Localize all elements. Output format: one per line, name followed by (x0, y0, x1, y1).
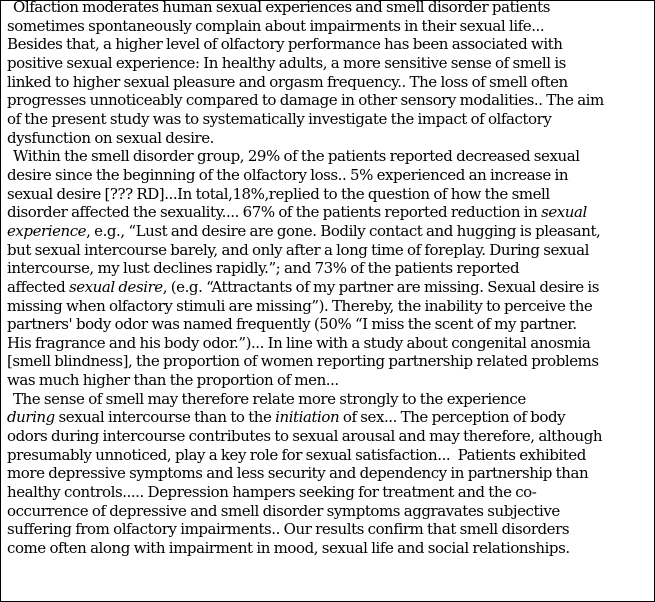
text-span: suffering from olfactory impairments.. Our results confirm that smell disorders (7, 520, 570, 539)
text-line (7, 502, 652, 521)
text-line (7, 222, 652, 241)
text-line (7, 110, 652, 129)
text-span: desire since the beginning of the olfactory loss.. 5% experienced an increase in (7, 165, 569, 184)
text-span: of the present study was to systematically investigate the impact of olfactory (7, 109, 552, 128)
text-span: progresses unnoticeably compared to damage in other sensory modalities.. The aim (7, 91, 604, 110)
text-line (7, 147, 652, 166)
text-line (7, 352, 652, 371)
text-span: presumably unnoticed, play a key role for sexual satisfaction... Patients exhibited (7, 445, 586, 464)
text-span: but sexual intercourse barely, and only after a long time of foreplay. During sexual (7, 240, 589, 259)
text-span: His fragrance and his body odor.”)... In line with a study about congenital anosmia (7, 333, 591, 352)
text-line (7, 334, 652, 353)
text-span: odors during intercourse contributes to sexual arousal and may therefore, although (7, 427, 603, 446)
text-span: disorder affected the sexuality.... 67% of the patients reported reduction in (7, 203, 542, 222)
text-span: sexual desire [??? RD]...In total,18%,replied to the question of how the smell (7, 184, 550, 203)
text-line (7, 371, 652, 390)
text-span: linked to higher sexual pleasure and orgasm frequency.. The loss of smell often (7, 72, 568, 91)
text-line (7, 539, 652, 558)
text-span: Olfaction moderates human sexual experiences and smell disorder patients (13, 0, 550, 16)
text-line (7, 427, 652, 446)
text-line (7, 520, 652, 539)
text-line (7, 73, 652, 92)
text-span: come often along with impairment in mood, sexual life and social relationships. (7, 539, 570, 558)
text-span: , e.g., “Lust and desire are gone. Bodily contact and hugging is pleasant, (86, 221, 601, 240)
text-span: sometimes spontaneously complain about impairments in their sexual life... (7, 16, 545, 35)
emphasis-span: experience (7, 221, 87, 240)
text-line (7, 0, 652, 17)
text-span: occurrence of depressive and smell disorder symptoms aggravates subjective (7, 501, 560, 520)
text-span: [smell blindness], the proportion of women reporting partnership related problems (7, 352, 599, 371)
text-span: missing when olfactory stimuli are missing”). Thereby, the inability to perceive the (7, 296, 593, 315)
text-line (7, 259, 652, 278)
text-line (7, 464, 652, 483)
text-span: more depressive symptoms and less security and dependency in partnership than (7, 464, 589, 483)
emphasis-span: during (7, 408, 55, 427)
text-line (7, 203, 652, 222)
text-span: intercourse, my lust declines rapidly.”; and 73% of the patients reported (7, 259, 520, 278)
text-span: Besides that, a higher level of olfactory performance has been associated with (7, 35, 563, 54)
text-line (7, 129, 652, 148)
text-span: sexual intercourse than to the (54, 408, 276, 427)
text-span: Within the smell disorder group, 29% of the patients reported decreased sexual (13, 147, 580, 166)
emphasis-span: sexual desire (68, 277, 163, 296)
text-line (7, 408, 652, 427)
text-span: partners' body odor was named frequently (50% “I miss the scent of my partner. (7, 315, 577, 334)
text-span: affected (7, 277, 69, 296)
text-span: positive sexual experience: In healthy adults, a more sensitive sense of smell is (7, 53, 566, 72)
text-line (7, 91, 652, 110)
text-line (7, 315, 652, 334)
text-line (7, 185, 652, 204)
emphasis-span: initiation (275, 408, 340, 427)
text-line (7, 278, 652, 297)
text-span: of sex... The perception of body (339, 408, 566, 427)
document-body (7, 0, 652, 558)
text-line (7, 241, 652, 260)
text-span: dysfunction on sexual desire. (7, 128, 214, 147)
text-line (7, 35, 652, 54)
text-line (7, 446, 652, 465)
text-line (7, 17, 652, 36)
text-line (7, 166, 652, 185)
text-span: was much higher than the proportion of men... (7, 371, 339, 390)
text-line (7, 54, 652, 73)
text-line (7, 390, 652, 409)
text-span: , (e.g. “Attractants of my partner are missing. Sexual desire is (162, 277, 599, 296)
text-span: The sense of smell may therefore relate more strongly to the experience (13, 389, 526, 408)
text-span: healthy controls..... Depression hampers seeking for treatment and the co- (7, 483, 537, 502)
text-line (7, 483, 652, 502)
text-line (7, 297, 652, 316)
emphasis-span: sexual (541, 203, 587, 222)
